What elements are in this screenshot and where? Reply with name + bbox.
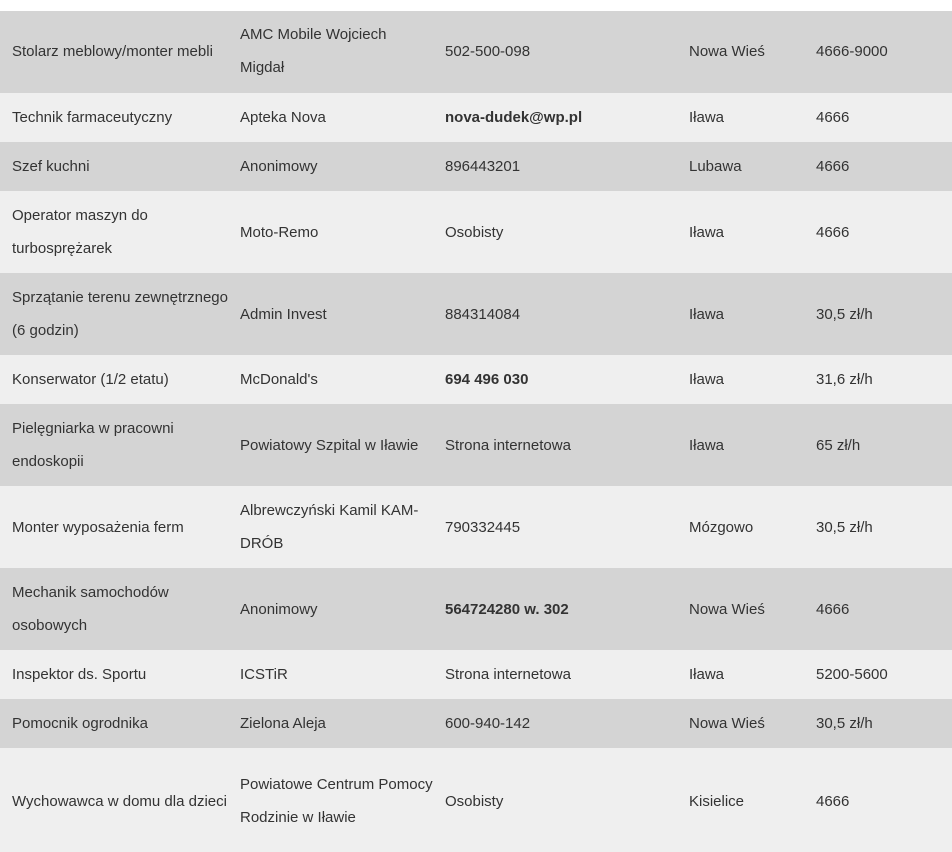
location-cell: Iława (677, 273, 804, 355)
contact-cell: Osobisty (433, 191, 677, 273)
position-cell: Szef kuchni (0, 142, 228, 191)
employer-cell: AMC Mobile Wojciech Migdał (228, 11, 433, 93)
employer-cell: Anonimowy (228, 568, 433, 650)
salary-cell: 4666 (804, 93, 952, 142)
position-cell: Monter wyposażenia ferm (0, 486, 228, 568)
table-row (0, 355, 952, 404)
contact-cell: 790332445 (433, 486, 677, 568)
location-cell: Iława (677, 93, 804, 142)
contact-cell: 896443201 (433, 142, 677, 191)
position-cell: Inspektor ds. Sportu (0, 650, 228, 699)
salary-cell: 30,5 zł/h (804, 273, 952, 355)
salary-cell: 30,5 zł/h (804, 486, 952, 568)
contact-cell: 600-940-142 (433, 699, 677, 748)
contact-cell: Osobisty (433, 748, 677, 852)
employer-cell: Powiatowy Szpital w Iławie (228, 404, 433, 486)
contact-phone[interactable]: 694 496 030 (433, 355, 677, 404)
employer-cell: Admin Invest (228, 273, 433, 355)
salary-cell: 30,5 zł/h (804, 699, 952, 748)
table-row (0, 191, 952, 273)
location-cell: Nowa Wieś (677, 568, 804, 650)
position-cell: Mechanik samochodów osobowych (0, 568, 228, 650)
employer-cell: Albrewczyński Kamil KAM-DRÓB (228, 486, 433, 568)
salary-cell: 4666-9000 (804, 11, 952, 93)
position-cell: Sprzątanie terenu zewnętrznego (6 godzin) (0, 273, 228, 355)
position-cell: Pomocnik ogrodnika (0, 699, 228, 748)
position-cell: Wychowawca w domu dla dzieci (0, 748, 228, 852)
location-cell: Iława (677, 404, 804, 486)
position-cell: Konserwator (1/2 etatu) (0, 355, 228, 404)
contact-email[interactable]: nova-dudek@wp.pl (433, 93, 677, 142)
position-cell: Operator maszyn do turbosprężarek (0, 191, 228, 273)
contact-phone[interactable]: 564724280 w. 302 (433, 568, 677, 650)
table-row (0, 404, 952, 486)
employer-cell: Apteka Nova (228, 93, 433, 142)
location-cell: Lubawa (677, 142, 804, 191)
employer-cell: Powiatowe Centrum Pomocy Rodzinie w Iławie (228, 748, 433, 852)
table-row (0, 273, 952, 355)
position-cell: Pielęgniarka w pracowni endoskopii (0, 404, 228, 486)
location-cell: Iława (677, 191, 804, 273)
salary-cell: 4666 (804, 191, 952, 273)
salary-cell: 5200-5600 (804, 650, 952, 699)
contact-cell: Strona internetowa (433, 404, 677, 486)
location-cell: Iława (677, 650, 804, 699)
table-row (0, 568, 952, 650)
employer-cell: Moto-Remo (228, 191, 433, 273)
location-cell: Nowa Wieś (677, 699, 804, 748)
table-row (0, 11, 952, 93)
contact-cell: Strona internetowa (433, 650, 677, 699)
location-cell: Kisielice (677, 748, 804, 852)
position-cell: Technik farmaceutyczny (0, 93, 228, 142)
salary-cell: 4666 (804, 748, 952, 852)
table-row (0, 93, 952, 142)
table-row (0, 142, 952, 191)
location-cell: Mózgowo (677, 486, 804, 568)
location-cell: Iława (677, 355, 804, 404)
table-row (0, 486, 952, 568)
employer-cell: Zielona Aleja (228, 699, 433, 748)
contact-cell: 884314084 (433, 273, 677, 355)
location-cell: Nowa Wieś (677, 11, 804, 93)
employer-cell: Anonimowy (228, 142, 433, 191)
job-offers-table (0, 11, 952, 852)
table-row (0, 699, 952, 748)
employer-cell: ICSTiR (228, 650, 433, 699)
salary-cell: 31,6 zł/h (804, 355, 952, 404)
contact-cell: 502-500-098 (433, 11, 677, 93)
employer-cell: McDonald's (228, 355, 433, 404)
salary-cell: 65 zł/h (804, 404, 952, 486)
salary-cell: 4666 (804, 142, 952, 191)
table-row (0, 650, 952, 699)
table-row (0, 748, 952, 852)
position-cell: Stolarz meblowy/monter mebli (0, 11, 228, 93)
salary-cell: 4666 (804, 568, 952, 650)
